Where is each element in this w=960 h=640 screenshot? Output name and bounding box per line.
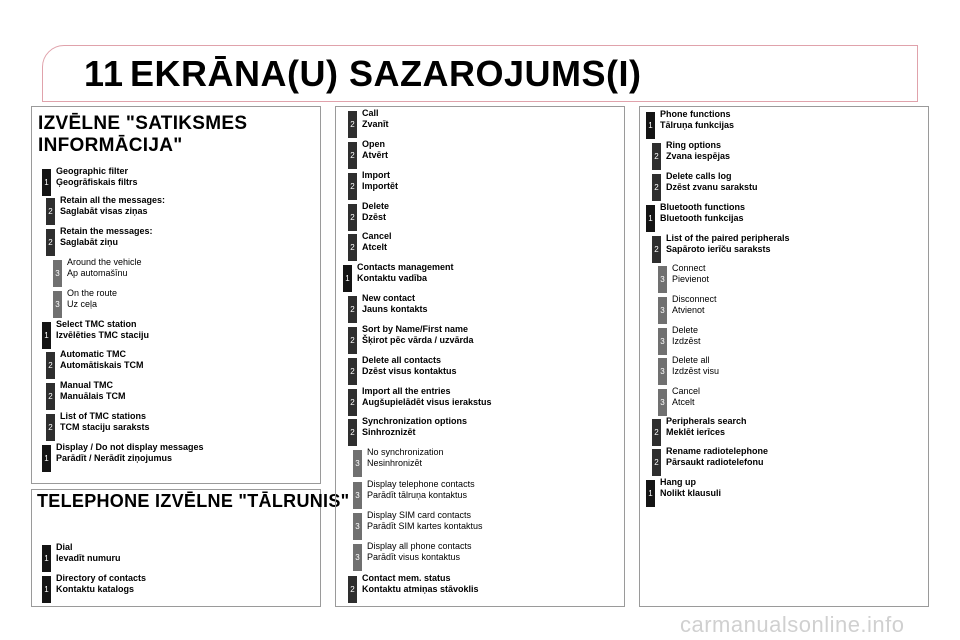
menu-entry-english: Geographic filter: [56, 166, 129, 176]
menu-entry-latvian: Nolikt klausuli: [660, 488, 722, 498]
menu-entry-latvian: Parādīt visus kontaktus: [367, 552, 461, 562]
menu-entry-english: Phone functions: [660, 109, 731, 119]
menu-entry-text: [672, 386, 700, 408]
menu-entry-english: Open: [362, 139, 386, 149]
menu-entry-english: Automatic TMC: [60, 349, 126, 359]
level-badge: 1: [646, 480, 655, 507]
menu-entry-latvian: Parādīt SIM kartes kontaktus: [367, 521, 483, 531]
menu-entry-english: Sort by Name/First name: [362, 324, 469, 334]
menu-entry-text: [362, 355, 457, 377]
traffic-menu-heading: [38, 113, 247, 157]
menu-entry-english: Connect: [672, 263, 706, 273]
menu-entry-latvian: Bluetooth funkcijas: [660, 213, 744, 223]
menu-entry-latvian: Ap automašīnu: [67, 268, 128, 278]
menu-entry-latvian: Parādīt / Nerādīt ziņojumus: [56, 453, 173, 463]
menu-entry-english: Delete all: [672, 355, 710, 365]
level-badge: 2: [652, 174, 661, 201]
menu-entry-latvian: Importēt: [362, 181, 398, 191]
menu-entry-text: [660, 109, 734, 131]
level-badge: 3: [353, 544, 362, 571]
menu-entry-latvian: Atcelt: [672, 397, 695, 407]
menu-entry-latvian: Atvienot: [672, 305, 705, 315]
menu-entry-latvian: Tālruņa funkcijas: [660, 120, 735, 130]
level-badge: 3: [658, 266, 667, 293]
level-badge: 2: [348, 142, 357, 169]
level-badge: 1: [646, 112, 655, 139]
menu-entry-text: [357, 262, 454, 284]
menu-entry-text: [672, 294, 717, 316]
menu-entry-text: [362, 108, 389, 130]
menu-entry-latvian: Manuālais TCM: [60, 391, 126, 401]
menu-entry-latvian: TCM staciju saraksts: [60, 422, 150, 432]
level-badge: 2: [46, 229, 55, 256]
menu-entry-text: [672, 325, 701, 347]
level-badge: 1: [42, 545, 51, 572]
menu-entry-text: [362, 416, 467, 438]
menu-entry-text: [666, 416, 747, 438]
chapter-number: 11: [84, 53, 125, 94]
menu-entry-latvian: Sinhroznizēt: [362, 427, 416, 437]
level-badge: 3: [658, 389, 667, 416]
menu-entry-text: [56, 542, 121, 564]
menu-entry-latvian: Ievadīt numuru: [56, 553, 121, 563]
traffic-menu-heading-line-1: IZVĒLNE "SATIKSMES: [38, 113, 248, 134]
menu-entry-english: Ring options: [666, 140, 721, 150]
level-badge: 1: [343, 265, 352, 292]
level-badge: 3: [353, 450, 362, 477]
menu-entry-latvian: Dzēst zvanu sarakstu: [666, 182, 758, 192]
menu-entry-text: [60, 226, 153, 248]
menu-entry-english: List of TMC stations: [60, 411, 146, 421]
menu-entry-latvian: Augšupielādēt visus ierakstus: [362, 397, 492, 407]
menu-entry-text: [362, 293, 428, 315]
menu-entry-latvian: Parādīt tālruņa kontaktus: [367, 490, 468, 500]
level-badge: 2: [46, 352, 55, 379]
level-badge: 3: [658, 358, 667, 385]
level-badge: 2: [46, 198, 55, 225]
level-badge: 2: [348, 204, 357, 231]
menu-entry-text: [660, 477, 721, 499]
level-badge: 1: [42, 576, 51, 603]
menu-entry-text: [362, 201, 389, 223]
menu-entry-english: Delete: [362, 201, 390, 211]
traffic-menu-heading-line-2: INFORMĀCIJA": [38, 135, 183, 156]
menu-entry-text: [672, 355, 719, 377]
menu-entry-latvian: Zvanīt: [362, 119, 389, 129]
menu-entry-english: Contact mem. status: [362, 573, 451, 583]
level-badge: 1: [646, 205, 655, 232]
level-badge: 2: [348, 234, 357, 261]
level-badge: 2: [652, 236, 661, 263]
menu-entry-latvian: Atvērt: [362, 150, 389, 160]
menu-entry-text: [60, 349, 144, 371]
menu-entry-text: [67, 257, 142, 279]
page-title: EKRĀNA(U) SAZAROJUMS(I): [130, 53, 642, 94]
menu-entry-latvian: Ģeogrāfiskais filtrs: [56, 177, 138, 187]
menu-entry-text: [56, 573, 146, 595]
watermark: carmanualsonline.info: [680, 612, 905, 637]
menu-entry-english: Select TMC station: [56, 319, 137, 329]
menu-entry-latvian: Saglabāt ziņu: [60, 237, 119, 247]
level-badge: 2: [348, 576, 357, 603]
menu-entry-english: On the route: [67, 288, 118, 298]
menu-entry-latvian: Saglabāt visas ziņas: [60, 206, 148, 216]
menu-entry-text: [672, 263, 709, 285]
menu-entry-latvian: Uz ceļa: [67, 299, 98, 309]
level-badge: 2: [348, 173, 357, 200]
menu-entry-text: [362, 324, 474, 346]
level-badge: 2: [348, 389, 357, 416]
menu-entry-english: Call: [362, 108, 379, 118]
menu-entry-text: [666, 140, 730, 162]
menu-entry-english: Display / Do not display messages: [56, 442, 204, 452]
menu-entry-english: No synchronization: [367, 447, 444, 457]
level-badge: 3: [353, 482, 362, 509]
menu-entry-english: Cancel: [672, 386, 701, 396]
menu-entry-english: Directory of contacts: [56, 573, 147, 583]
menu-entry-text: [362, 231, 392, 253]
menu-entry-latvian: Zvana iespējas: [666, 151, 731, 161]
menu-entry-english: New contact: [362, 293, 416, 303]
level-badge: 3: [658, 328, 667, 355]
level-badge: 1: [42, 445, 51, 472]
telephone-menu-heading: TELEPHONE IZVĒLNE "TĀLRUNIS": [37, 491, 350, 511]
menu-entry-english: Display telephone contacts: [367, 479, 475, 489]
level-badge: 1: [42, 322, 51, 349]
level-badge: 2: [46, 414, 55, 441]
menu-entry-latvian: Kontaktu vadība: [357, 273, 428, 283]
menu-entry-latvian: Šķirot pēc vārda / uzvārda: [362, 335, 474, 345]
menu-entry-latvian: Izdzēst visu: [672, 366, 720, 376]
menu-entry-latvian: Izvēlēties TMC staciju: [56, 330, 150, 340]
menu-entry-latvian: Pārsaukt radiotelefonu: [666, 457, 764, 467]
menu-entry-text: [362, 170, 398, 192]
menu-entry-english: Synchronization options: [362, 416, 467, 426]
menu-entry-english: Peripherals search: [666, 416, 747, 426]
menu-entry-latvian: Kontaktu atmiņas stāvoklis: [362, 584, 479, 594]
menu-entry-english: Delete calls log: [666, 171, 732, 181]
menu-entry-english: Bluetooth functions: [660, 202, 745, 212]
menu-entry-english: Import: [362, 170, 390, 180]
menu-entry-english: Delete all contacts: [362, 355, 442, 365]
menu-entry-latvian: Meklēt ierīces: [666, 427, 726, 437]
menu-entry-text: [67, 288, 117, 310]
menu-entry-text: [60, 411, 150, 433]
menu-entry-latvian: Jauns kontakts: [362, 304, 428, 314]
menu-entry-latvian: Dzēst: [362, 212, 387, 222]
menu-entry-latvian: Automātiskais TCM: [60, 360, 144, 370]
menu-entry-text: [367, 541, 472, 563]
menu-entry-text: [60, 195, 165, 217]
menu-entry-english: List of the paired peripherals: [666, 233, 790, 243]
menu-entry-english: Retain the messages:: [60, 226, 153, 236]
menu-entry-english: Display all phone contacts: [367, 541, 472, 551]
menu-entry-english: Dial: [56, 542, 73, 552]
menu-entry-text: [660, 202, 745, 224]
menu-entry-text: [56, 166, 138, 188]
menu-entry-latvian: Nesinhronizēt: [367, 458, 423, 468]
level-badge: 2: [348, 111, 357, 138]
menu-entry-english: Contacts management: [357, 262, 454, 272]
menu-entry-text: [60, 380, 126, 402]
level-badge: 2: [46, 383, 55, 410]
menu-entry-english: Cancel: [362, 231, 392, 241]
menu-entry-english: Around the vehicle: [67, 257, 142, 267]
level-badge: 3: [53, 260, 62, 287]
level-badge: 2: [348, 296, 357, 323]
menu-entry-text: [367, 447, 444, 469]
menu-entry-latvian: Izdzēst: [672, 336, 701, 346]
menu-entry-english: Display SIM card contacts: [367, 510, 472, 520]
menu-entry-text: [367, 479, 475, 501]
menu-entry-text: [362, 573, 479, 595]
menu-entry-text: [666, 446, 768, 468]
menu-entry-english: Manual TMC: [60, 380, 113, 390]
level-badge: 2: [348, 327, 357, 354]
menu-entry-english: Disconnect: [672, 294, 717, 304]
level-badge: 2: [652, 449, 661, 476]
menu-entry-english: Hang up: [660, 477, 696, 487]
level-badge: 2: [348, 419, 357, 446]
level-badge: 1: [42, 169, 51, 196]
level-badge: 3: [53, 291, 62, 318]
level-badge: 3: [353, 513, 362, 540]
menu-entry-latvian: Sapāroto ierīču saraksts: [666, 244, 771, 254]
menu-entry-latvian: Pievienot: [672, 274, 710, 284]
menu-entry-text: [56, 319, 149, 341]
level-badge: 2: [348, 358, 357, 385]
level-badge: 3: [658, 297, 667, 324]
menu-entry-text: [362, 386, 492, 408]
level-badge: 2: [652, 143, 661, 170]
menu-entry-english: Delete: [672, 325, 699, 335]
menu-entry-english: Retain all the messages:: [60, 195, 166, 205]
level-badge: 2: [652, 419, 661, 446]
menu-entry-text: [362, 139, 388, 161]
menu-entry-text: [367, 510, 483, 532]
menu-entry-latvian: Dzēst visus kontaktus: [362, 366, 457, 376]
menu-entry-latvian: Kontaktu katalogs: [56, 584, 135, 594]
menu-entry-english: Import all the entries: [362, 386, 451, 396]
menu-entry-latvian: Atcelt: [362, 242, 388, 252]
menu-entry-text: [56, 442, 204, 464]
menu-entry-text: [666, 171, 758, 193]
menu-entry-english: Rename radiotelephone: [666, 446, 769, 456]
menu-entry-text: [666, 233, 790, 255]
